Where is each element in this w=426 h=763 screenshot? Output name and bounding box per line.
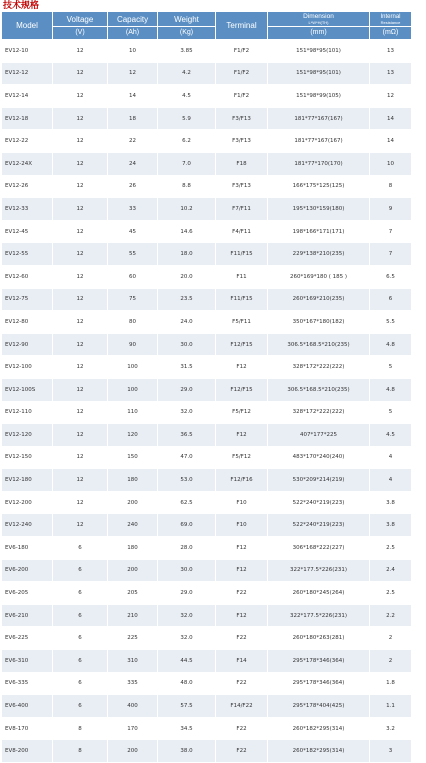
cell-weight: 32.0 — [158, 627, 216, 650]
cell-model: EV12-33 — [2, 198, 53, 221]
cell-weight: 20.0 — [158, 266, 216, 289]
header-dimension-label: Dimension — [303, 13, 334, 20]
cell-voltage: 12 — [53, 40, 108, 63]
cell-terminal: F22 — [216, 718, 268, 741]
cell-dimension: 530*209*214(219) — [268, 469, 370, 492]
cell-model: EV12-150 — [2, 447, 53, 470]
cell-model: EV12-60 — [2, 266, 53, 289]
cell-voltage: 12 — [53, 402, 108, 425]
cell-weight: 32.0 — [158, 402, 216, 425]
cell-capacity: 240 — [108, 514, 158, 537]
cell-resistance: 5 — [370, 356, 412, 379]
table-row — [2, 198, 412, 221]
table-row — [2, 492, 412, 515]
cell-capacity: 26 — [108, 176, 158, 199]
header-weight: Weight — [158, 12, 216, 27]
cell-dimension: 328*172*222(222) — [268, 356, 370, 379]
cell-resistance: 7 — [370, 243, 412, 266]
cell-model: EV6-310 — [2, 650, 53, 673]
cell-model: EV12-100 — [2, 356, 53, 379]
cell-dimension: 151*98*95(101) — [268, 63, 370, 86]
cell-resistance: 9 — [370, 198, 412, 221]
cell-dimension: 151*98*95(101) — [268, 40, 370, 63]
table-row — [2, 356, 412, 379]
cell-capacity: 110 — [108, 402, 158, 425]
cell-weight: 30.0 — [158, 560, 216, 583]
cell-resistance: 2.4 — [370, 560, 412, 583]
cell-dimension: 229*138*210(235) — [268, 243, 370, 266]
cell-capacity: 180 — [108, 537, 158, 560]
cell-dimension: 260*180*245(264) — [268, 582, 370, 605]
cell-terminal: F22 — [216, 627, 268, 650]
cell-model: EV12-200 — [2, 492, 53, 515]
page-title: 技术规格 — [3, 1, 40, 11]
cell-model: EV12-22 — [2, 130, 53, 153]
cell-weight: 3.85 — [158, 40, 216, 63]
cell-dimension: 483*170*240(240) — [268, 447, 370, 470]
header-capacity: Capacity — [108, 12, 158, 27]
cell-weight: 18.0 — [158, 243, 216, 266]
cell-terminal: F11/F15 — [216, 289, 268, 312]
cell-voltage: 12 — [53, 130, 108, 153]
cell-voltage: 8 — [53, 740, 108, 763]
cell-model: EV6-400 — [2, 695, 53, 718]
table-row — [2, 582, 412, 605]
cell-resistance: 5 — [370, 402, 412, 425]
cell-capacity: 33 — [108, 198, 158, 221]
table-row — [2, 40, 412, 63]
header-dimension-sub: L*W*H(TH) — [308, 20, 329, 25]
cell-resistance: 1.8 — [370, 673, 412, 696]
cell-voltage: 12 — [53, 424, 108, 447]
cell-capacity: 200 — [108, 740, 158, 763]
table-row — [2, 108, 412, 131]
cell-voltage: 12 — [53, 289, 108, 312]
cell-resistance: 2 — [370, 650, 412, 673]
cell-dimension: 295*178*404(425) — [268, 695, 370, 718]
cell-resistance: 3.8 — [370, 514, 412, 537]
cell-voltage: 6 — [53, 627, 108, 650]
table-row — [2, 740, 412, 763]
cell-dimension: 350*167*180(182) — [268, 311, 370, 334]
cell-weight: 57.5 — [158, 695, 216, 718]
cell-dimension: 306.5*168.5*210(235) — [268, 379, 370, 402]
table-row — [2, 221, 412, 244]
cell-terminal: F14 — [216, 650, 268, 673]
cell-capacity: 45 — [108, 221, 158, 244]
cell-model: EV8-170 — [2, 718, 53, 741]
cell-model: EV12-90 — [2, 334, 53, 357]
cell-capacity: 100 — [108, 379, 158, 402]
cell-dimension: 306.5*168.5*210(235) — [268, 334, 370, 357]
header-dimension-unit: (mm) — [268, 27, 370, 40]
table-row — [2, 379, 412, 402]
cell-weight: 34.5 — [158, 718, 216, 741]
cell-terminal: F10 — [216, 492, 268, 515]
cell-resistance: 7 — [370, 221, 412, 244]
cell-voltage: 12 — [53, 469, 108, 492]
cell-weight: 47.0 — [158, 447, 216, 470]
table-row — [2, 650, 412, 673]
cell-capacity: 18 — [108, 108, 158, 131]
cell-voltage: 12 — [53, 108, 108, 131]
cell-dimension: 295*178*346(364) — [268, 650, 370, 673]
table-row — [2, 424, 412, 447]
cell-weight: 10.2 — [158, 198, 216, 221]
cell-capacity: 55 — [108, 243, 158, 266]
cell-voltage: 6 — [53, 605, 108, 628]
cell-weight: 6.2 — [158, 130, 216, 153]
cell-resistance: 13 — [370, 40, 412, 63]
cell-model: EV6-210 — [2, 605, 53, 628]
cell-voltage: 12 — [53, 221, 108, 244]
cell-weight: 4.2 — [158, 63, 216, 86]
cell-model: EV12-12 — [2, 63, 53, 86]
cell-voltage: 12 — [53, 63, 108, 86]
cell-terminal: F3/F13 — [216, 176, 268, 199]
header-voltage: Voltage — [53, 12, 108, 27]
cell-dimension: 306*168*222(227) — [268, 537, 370, 560]
cell-terminal: F5/F12 — [216, 402, 268, 425]
cell-weight: 44.5 — [158, 650, 216, 673]
cell-dimension: 322*177.5*226(231) — [268, 560, 370, 583]
table-row — [2, 560, 412, 583]
cell-resistance: 14 — [370, 130, 412, 153]
cell-model: EV12-75 — [2, 289, 53, 312]
cell-capacity: 225 — [108, 627, 158, 650]
cell-terminal: F22 — [216, 673, 268, 696]
cell-model: EV6-335 — [2, 673, 53, 696]
cell-model: EV12-55 — [2, 243, 53, 266]
cell-voltage: 12 — [53, 176, 108, 199]
cell-capacity: 200 — [108, 492, 158, 515]
header-dimension — [268, 12, 370, 27]
header-resistance-unit: (mΩ) — [370, 27, 412, 40]
cell-weight: 7.0 — [158, 153, 216, 176]
cell-dimension: 151*98*99(105) — [268, 85, 370, 108]
cell-terminal: F3/F13 — [216, 130, 268, 153]
table-row — [2, 695, 412, 718]
cell-voltage: 8 — [53, 718, 108, 741]
cell-capacity: 120 — [108, 424, 158, 447]
cell-terminal: F22 — [216, 740, 268, 763]
cell-resistance: 14 — [370, 108, 412, 131]
header-resistance-sub: Resistance — [380, 19, 401, 25]
cell-dimension: 181*77*167(167) — [268, 130, 370, 153]
cell-weight: 38.0 — [158, 740, 216, 763]
cell-resistance: 4 — [370, 447, 412, 470]
cell-terminal: F3/F13 — [216, 108, 268, 131]
table-row — [2, 402, 412, 425]
cell-terminal: F11/F15 — [216, 243, 268, 266]
table-row — [2, 63, 412, 86]
table-row — [2, 153, 412, 176]
table-row — [2, 311, 412, 334]
header-terminal: Terminal — [216, 12, 268, 40]
cell-capacity: 210 — [108, 605, 158, 628]
cell-voltage: 12 — [53, 311, 108, 334]
cell-terminal: F1/F2 — [216, 85, 268, 108]
cell-resistance: 4.8 — [370, 379, 412, 402]
cell-dimension: 260*180*263(281) — [268, 627, 370, 650]
cell-dimension: 260*182*295(314) — [268, 718, 370, 741]
cell-model: EV12-45 — [2, 221, 53, 244]
cell-weight: 5.9 — [158, 108, 216, 131]
cell-model: EV12-26 — [2, 176, 53, 199]
cell-resistance: 3.8 — [370, 492, 412, 515]
header-voltage-unit: (V) — [53, 27, 108, 40]
cell-model: EV6-205 — [2, 582, 53, 605]
cell-model: EV8-200 — [2, 740, 53, 763]
cell-dimension: 407*177*225 — [268, 424, 370, 447]
table-header — [2, 12, 412, 40]
table-row — [2, 266, 412, 289]
cell-terminal: F7/F11 — [216, 198, 268, 221]
spec-table-container — [2, 12, 412, 763]
header-model: Model — [2, 12, 53, 40]
cell-resistance: 5.5 — [370, 311, 412, 334]
cell-dimension: 522*240*219(223) — [268, 492, 370, 515]
cell-resistance: 2 — [370, 627, 412, 650]
cell-model: EV6-225 — [2, 627, 53, 650]
cell-voltage: 12 — [53, 198, 108, 221]
cell-weight: 29.0 — [158, 379, 216, 402]
cell-terminal: F11 — [216, 266, 268, 289]
cell-voltage: 12 — [53, 379, 108, 402]
cell-resistance: 3.2 — [370, 718, 412, 741]
cell-terminal: F1/F2 — [216, 40, 268, 63]
cell-voltage: 6 — [53, 695, 108, 718]
cell-capacity: 205 — [108, 582, 158, 605]
spec-table — [2, 12, 412, 763]
cell-capacity: 14 — [108, 85, 158, 108]
header-resistance — [370, 12, 412, 27]
cell-weight: 24.0 — [158, 311, 216, 334]
cell-resistance: 13 — [370, 63, 412, 86]
cell-model: EV12-120 — [2, 424, 53, 447]
cell-terminal: F5/F11 — [216, 311, 268, 334]
cell-model: EV12-180 — [2, 469, 53, 492]
cell-voltage: 6 — [53, 560, 108, 583]
cell-model: EV12-240 — [2, 514, 53, 537]
cell-capacity: 90 — [108, 334, 158, 357]
cell-weight: 48.0 — [158, 673, 216, 696]
cell-terminal: F4/F11 — [216, 221, 268, 244]
cell-terminal: F12 — [216, 537, 268, 560]
cell-weight: 53.0 — [158, 469, 216, 492]
cell-capacity: 12 — [108, 63, 158, 86]
cell-terminal: F14/F22 — [216, 695, 268, 718]
cell-dimension: 181*77*167(167) — [268, 108, 370, 131]
cell-resistance: 3 — [370, 740, 412, 763]
cell-model: EV12-14 — [2, 85, 53, 108]
cell-model: EV6-180 — [2, 537, 53, 560]
cell-resistance: 2.5 — [370, 582, 412, 605]
cell-model: EV12-110 — [2, 402, 53, 425]
table-row — [2, 176, 412, 199]
cell-capacity: 310 — [108, 650, 158, 673]
cell-weight: 4.5 — [158, 85, 216, 108]
cell-resistance: 1.1 — [370, 695, 412, 718]
cell-resistance: 2.2 — [370, 605, 412, 628]
table-row — [2, 718, 412, 741]
table-row — [2, 627, 412, 650]
cell-terminal: F5/F12 — [216, 447, 268, 470]
cell-dimension: 260*169*210(235) — [268, 289, 370, 312]
cell-weight: 14.6 — [158, 221, 216, 244]
cell-capacity: 400 — [108, 695, 158, 718]
cell-resistance: 6.5 — [370, 266, 412, 289]
table-row — [2, 130, 412, 153]
table-row — [2, 469, 412, 492]
cell-resistance: 4 — [370, 469, 412, 492]
cell-model: EV12-10 — [2, 40, 53, 63]
cell-dimension: 295*178*346(364) — [268, 673, 370, 696]
cell-terminal: F12/F15 — [216, 334, 268, 357]
table-row — [2, 447, 412, 470]
cell-voltage: 6 — [53, 537, 108, 560]
table-row — [2, 289, 412, 312]
cell-capacity: 24 — [108, 153, 158, 176]
cell-resistance: 8 — [370, 176, 412, 199]
cell-weight: 69.0 — [158, 514, 216, 537]
cell-terminal: F12 — [216, 560, 268, 583]
cell-voltage: 12 — [53, 266, 108, 289]
cell-terminal: F12/F15 — [216, 379, 268, 402]
cell-dimension: 260*169*180 ( 185 ) — [268, 266, 370, 289]
cell-dimension: 195*130*159(180) — [268, 198, 370, 221]
cell-model: EV6-200 — [2, 560, 53, 583]
table-row — [2, 243, 412, 266]
cell-terminal: F1/F2 — [216, 63, 268, 86]
cell-voltage: 12 — [53, 447, 108, 470]
cell-model: EV12-24X — [2, 153, 53, 176]
cell-voltage: 6 — [53, 650, 108, 673]
cell-resistance: 12 — [370, 85, 412, 108]
cell-capacity: 75 — [108, 289, 158, 312]
cell-voltage: 12 — [53, 153, 108, 176]
header-resistance-label: Internal — [380, 13, 401, 20]
cell-dimension: 166*175*125(125) — [268, 176, 370, 199]
cell-voltage: 12 — [53, 334, 108, 357]
cell-model: EV12-80 — [2, 311, 53, 334]
table-row — [2, 334, 412, 357]
cell-dimension: 198*166*171(171) — [268, 221, 370, 244]
cell-terminal: F12 — [216, 605, 268, 628]
cell-weight: 36.5 — [158, 424, 216, 447]
cell-weight: 31.5 — [158, 356, 216, 379]
cell-weight: 23.5 — [158, 289, 216, 312]
cell-capacity: 60 — [108, 266, 158, 289]
cell-dimension: 328*172*222(222) — [268, 402, 370, 425]
table-body — [2, 40, 412, 763]
cell-dimension: 322*177.5*226(231) — [268, 605, 370, 628]
cell-model: EV12-100S — [2, 379, 53, 402]
cell-terminal: F12 — [216, 424, 268, 447]
cell-voltage: 12 — [53, 243, 108, 266]
cell-terminal: F12/F16 — [216, 469, 268, 492]
cell-terminal: F12 — [216, 356, 268, 379]
cell-resistance: 4.5 — [370, 424, 412, 447]
cell-capacity: 100 — [108, 356, 158, 379]
cell-voltage: 6 — [53, 673, 108, 696]
cell-dimension: 181*77*170(170) — [268, 153, 370, 176]
cell-voltage: 6 — [53, 582, 108, 605]
cell-capacity: 150 — [108, 447, 158, 470]
cell-weight: 8.8 — [158, 176, 216, 199]
cell-resistance: 2.5 — [370, 537, 412, 560]
header-weight-unit: (Kg) — [158, 27, 216, 40]
cell-capacity: 10 — [108, 40, 158, 63]
table-row — [2, 514, 412, 537]
table-row — [2, 673, 412, 696]
cell-voltage: 12 — [53, 85, 108, 108]
cell-voltage: 12 — [53, 492, 108, 515]
cell-voltage: 12 — [53, 356, 108, 379]
table-row — [2, 85, 412, 108]
table-row — [2, 537, 412, 560]
cell-resistance: 10 — [370, 153, 412, 176]
cell-resistance: 4.8 — [370, 334, 412, 357]
cell-weight: 28.0 — [158, 537, 216, 560]
cell-capacity: 200 — [108, 560, 158, 583]
table-row — [2, 605, 412, 628]
cell-weight: 30.0 — [158, 334, 216, 357]
cell-voltage: 12 — [53, 514, 108, 537]
cell-capacity: 22 — [108, 130, 158, 153]
cell-weight: 32.0 — [158, 605, 216, 628]
header-capacity-unit: (Ah) — [108, 27, 158, 40]
cell-dimension: 260*182*295(314) — [268, 740, 370, 763]
cell-capacity: 335 — [108, 673, 158, 696]
cell-weight: 62.5 — [158, 492, 216, 515]
cell-capacity: 170 — [108, 718, 158, 741]
cell-model: EV12-18 — [2, 108, 53, 131]
cell-resistance: 6 — [370, 289, 412, 312]
cell-weight: 29.0 — [158, 582, 216, 605]
cell-terminal: F10 — [216, 514, 268, 537]
cell-capacity: 80 — [108, 311, 158, 334]
cell-terminal: F22 — [216, 582, 268, 605]
cell-dimension: 522*240*219(223) — [268, 514, 370, 537]
cell-terminal: F18 — [216, 153, 268, 176]
cell-capacity: 180 — [108, 469, 158, 492]
